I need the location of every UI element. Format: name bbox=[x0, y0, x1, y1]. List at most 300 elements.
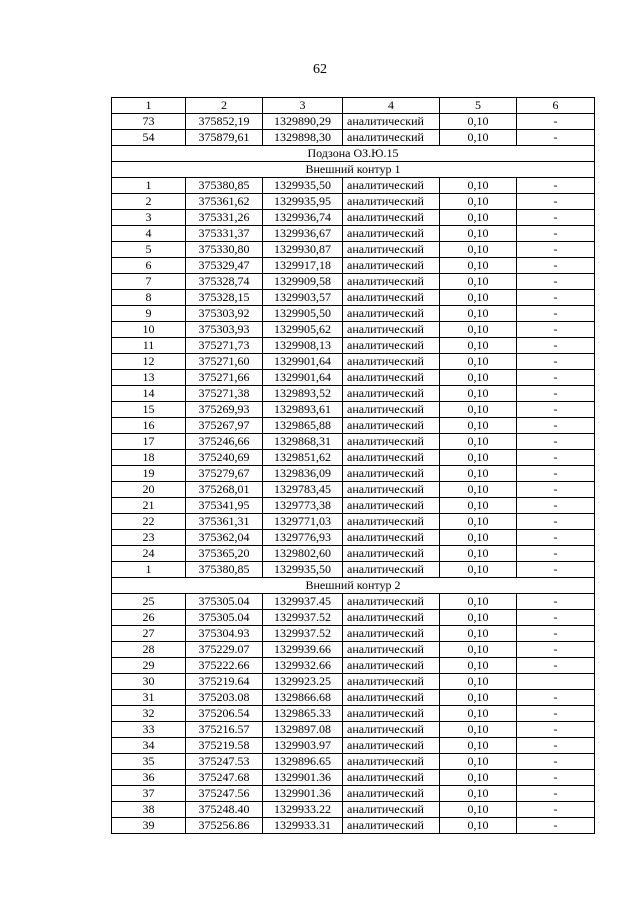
method-cell: аналитический bbox=[343, 418, 440, 434]
accuracy-cell: 0,10 bbox=[440, 402, 517, 418]
method-cell: аналитический bbox=[343, 210, 440, 226]
point-number-cell: 15 bbox=[112, 402, 186, 418]
method-cell: аналитический bbox=[343, 482, 440, 498]
note-cell: - bbox=[517, 178, 595, 194]
table-row bbox=[112, 306, 595, 322]
header-cell: 5 bbox=[440, 98, 517, 114]
y-coordinate-cell: 1329935,95 bbox=[263, 194, 343, 210]
table-row bbox=[112, 290, 595, 306]
table-row bbox=[112, 482, 595, 498]
accuracy-cell: 0,10 bbox=[440, 498, 517, 514]
accuracy-cell: 0,10 bbox=[440, 466, 517, 482]
x-coordinate-cell: 375240,69 bbox=[186, 450, 263, 466]
note-cell: - bbox=[517, 418, 595, 434]
table-row bbox=[112, 226, 595, 242]
method-cell: аналитический bbox=[343, 562, 440, 578]
method-cell: аналитический bbox=[343, 674, 440, 690]
note-cell: - bbox=[517, 770, 595, 786]
method-cell: аналитический bbox=[343, 242, 440, 258]
x-coordinate-cell: 375247.56 bbox=[186, 786, 263, 802]
y-coordinate-cell: 1329901.36 bbox=[263, 770, 343, 786]
table-row bbox=[112, 498, 595, 514]
table-row bbox=[112, 354, 595, 370]
table-row bbox=[112, 658, 595, 674]
y-coordinate-cell: 1329933.31 bbox=[263, 818, 343, 834]
point-number-cell: 29 bbox=[112, 658, 186, 674]
method-cell: аналитический bbox=[343, 450, 440, 466]
table-row bbox=[112, 530, 595, 546]
accuracy-cell: 0,10 bbox=[440, 642, 517, 658]
table-row bbox=[112, 674, 595, 690]
note-cell: - bbox=[517, 194, 595, 210]
table-row bbox=[112, 770, 595, 786]
point-number-cell: 18 bbox=[112, 450, 186, 466]
accuracy-cell: 0,10 bbox=[440, 786, 517, 802]
note-cell: - bbox=[517, 338, 595, 354]
point-number-cell: 14 bbox=[112, 386, 186, 402]
header-cell: 1 bbox=[112, 98, 186, 114]
y-coordinate-cell: 1329897.08 bbox=[263, 722, 343, 738]
x-coordinate-cell: 375361,62 bbox=[186, 194, 263, 210]
point-number-cell: 6 bbox=[112, 258, 186, 274]
y-coordinate-cell: 1329865.33 bbox=[263, 706, 343, 722]
accuracy-cell: 0,10 bbox=[440, 802, 517, 818]
table-row bbox=[112, 706, 595, 722]
method-cell: аналитический bbox=[343, 546, 440, 562]
accuracy-cell: 0,10 bbox=[440, 306, 517, 322]
section-row bbox=[112, 162, 595, 178]
x-coordinate-cell: 375246,66 bbox=[186, 434, 263, 450]
x-coordinate-cell: 375329,47 bbox=[186, 258, 263, 274]
header-cell: 4 bbox=[343, 98, 440, 114]
note-cell: - bbox=[517, 466, 595, 482]
x-coordinate-cell: 375879,61 bbox=[186, 130, 263, 146]
method-cell: аналитический bbox=[343, 642, 440, 658]
accuracy-cell: 0,10 bbox=[440, 530, 517, 546]
point-number-cell: 39 bbox=[112, 818, 186, 834]
y-coordinate-cell: 1329901,64 bbox=[263, 370, 343, 386]
point-number-cell: 23 bbox=[112, 530, 186, 546]
point-number-cell: 13 bbox=[112, 370, 186, 386]
method-cell: аналитический bbox=[343, 626, 440, 642]
table-row bbox=[112, 642, 595, 658]
accuracy-cell: 0,10 bbox=[440, 370, 517, 386]
y-coordinate-cell: 1329937.52 bbox=[263, 626, 343, 642]
point-number-cell: 26 bbox=[112, 610, 186, 626]
accuracy-cell: 0,10 bbox=[440, 386, 517, 402]
y-coordinate-cell: 1329905,50 bbox=[263, 306, 343, 322]
x-coordinate-cell: 375269,93 bbox=[186, 402, 263, 418]
method-cell: аналитический bbox=[343, 258, 440, 274]
section-title: Внешний контур 2 bbox=[112, 578, 595, 594]
table-header-row bbox=[112, 98, 595, 114]
x-coordinate-cell: 375222.66 bbox=[186, 658, 263, 674]
point-number-cell: 25 bbox=[112, 594, 186, 610]
y-coordinate-cell: 1329936,67 bbox=[263, 226, 343, 242]
method-cell: аналитический bbox=[343, 226, 440, 242]
method-cell: аналитический bbox=[343, 754, 440, 770]
accuracy-cell: 0,10 bbox=[440, 178, 517, 194]
method-cell: аналитический bbox=[343, 402, 440, 418]
note-cell: - bbox=[517, 290, 595, 306]
x-coordinate-cell: 375365,20 bbox=[186, 546, 263, 562]
method-cell: аналитический bbox=[343, 594, 440, 610]
note-cell: - bbox=[517, 642, 595, 658]
y-coordinate-cell: 1329933.22 bbox=[263, 802, 343, 818]
y-coordinate-cell: 1329802,60 bbox=[263, 546, 343, 562]
accuracy-cell: 0,10 bbox=[440, 194, 517, 210]
accuracy-cell: 0,10 bbox=[440, 770, 517, 786]
method-cell: аналитический bbox=[343, 514, 440, 530]
accuracy-cell: 0,10 bbox=[440, 722, 517, 738]
accuracy-cell: 0,10 bbox=[440, 594, 517, 610]
table-row bbox=[112, 818, 595, 834]
note-cell: - bbox=[517, 402, 595, 418]
x-coordinate-cell: 375303,93 bbox=[186, 322, 263, 338]
point-number-cell: 11 bbox=[112, 338, 186, 354]
accuracy-cell: 0,10 bbox=[440, 674, 517, 690]
x-coordinate-cell: 375271,66 bbox=[186, 370, 263, 386]
table-row bbox=[112, 274, 595, 290]
accuracy-cell: 0,10 bbox=[440, 610, 517, 626]
note-cell: - bbox=[517, 722, 595, 738]
x-coordinate-cell: 375248.40 bbox=[186, 802, 263, 818]
y-coordinate-cell: 1329909,58 bbox=[263, 274, 343, 290]
note-cell: - bbox=[517, 530, 595, 546]
table-row bbox=[112, 546, 595, 562]
y-coordinate-cell: 1329836,09 bbox=[263, 466, 343, 482]
x-coordinate-cell: 375362,04 bbox=[186, 530, 263, 546]
y-coordinate-cell: 1329890,29 bbox=[263, 114, 343, 130]
table-row bbox=[112, 450, 595, 466]
note-cell: - bbox=[517, 210, 595, 226]
note-cell bbox=[517, 674, 595, 690]
accuracy-cell: 0,10 bbox=[440, 450, 517, 466]
note-cell: - bbox=[517, 354, 595, 370]
section-row bbox=[112, 578, 595, 594]
table-row bbox=[112, 690, 595, 706]
method-cell: аналитический bbox=[343, 194, 440, 210]
accuracy-cell: 0,10 bbox=[440, 562, 517, 578]
accuracy-cell: 0,10 bbox=[440, 706, 517, 722]
point-number-cell: 31 bbox=[112, 690, 186, 706]
note-cell: - bbox=[517, 322, 595, 338]
point-number-cell: 1 bbox=[112, 178, 186, 194]
y-coordinate-cell: 1329901.36 bbox=[263, 786, 343, 802]
y-coordinate-cell: 1329903.97 bbox=[263, 738, 343, 754]
table-row bbox=[112, 114, 595, 130]
accuracy-cell: 0,10 bbox=[440, 354, 517, 370]
table-row bbox=[112, 178, 595, 194]
note-cell: - bbox=[517, 386, 595, 402]
method-cell: аналитический bbox=[343, 338, 440, 354]
point-number-cell: 17 bbox=[112, 434, 186, 450]
note-cell: - bbox=[517, 514, 595, 530]
method-cell: аналитический bbox=[343, 802, 440, 818]
accuracy-cell: 0,10 bbox=[440, 482, 517, 498]
method-cell: аналитический bbox=[343, 722, 440, 738]
y-coordinate-cell: 1329935,50 bbox=[263, 178, 343, 194]
point-number-cell: 7 bbox=[112, 274, 186, 290]
x-coordinate-cell: 375219.58 bbox=[186, 738, 263, 754]
method-cell: аналитический bbox=[343, 178, 440, 194]
header-cell: 6 bbox=[517, 98, 595, 114]
x-coordinate-cell: 375216.57 bbox=[186, 722, 263, 738]
table-row bbox=[112, 338, 595, 354]
method-cell: аналитический bbox=[343, 770, 440, 786]
accuracy-cell: 0,10 bbox=[440, 418, 517, 434]
x-coordinate-cell: 375380,85 bbox=[186, 562, 263, 578]
table-row bbox=[112, 562, 595, 578]
method-cell: аналитический bbox=[343, 466, 440, 482]
coordinates-table bbox=[111, 97, 595, 834]
note-cell: - bbox=[517, 754, 595, 770]
y-coordinate-cell: 1329937.45 bbox=[263, 594, 343, 610]
x-coordinate-cell: 375247.53 bbox=[186, 754, 263, 770]
note-cell: - bbox=[517, 546, 595, 562]
x-coordinate-cell: 375271,60 bbox=[186, 354, 263, 370]
accuracy-cell: 0,10 bbox=[440, 242, 517, 258]
method-cell: аналитический bbox=[343, 610, 440, 626]
x-coordinate-cell: 375331,26 bbox=[186, 210, 263, 226]
x-coordinate-cell: 375361,31 bbox=[186, 514, 263, 530]
note-cell: - bbox=[517, 482, 595, 498]
header-cell: 3 bbox=[263, 98, 343, 114]
method-cell: аналитический bbox=[343, 786, 440, 802]
x-coordinate-cell: 375206.54 bbox=[186, 706, 263, 722]
note-cell: - bbox=[517, 450, 595, 466]
method-cell: аналитический bbox=[343, 306, 440, 322]
method-cell: аналитический bbox=[343, 738, 440, 754]
x-coordinate-cell: 375219.64 bbox=[186, 674, 263, 690]
table-row bbox=[112, 754, 595, 770]
note-cell: - bbox=[517, 130, 595, 146]
x-coordinate-cell: 375268,01 bbox=[186, 482, 263, 498]
table-row bbox=[112, 418, 595, 434]
accuracy-cell: 0,10 bbox=[440, 626, 517, 642]
point-number-cell: 16 bbox=[112, 418, 186, 434]
point-number-cell: 19 bbox=[112, 466, 186, 482]
y-coordinate-cell: 1329893,52 bbox=[263, 386, 343, 402]
note-cell: - bbox=[517, 706, 595, 722]
accuracy-cell: 0,10 bbox=[440, 274, 517, 290]
y-coordinate-cell: 1329923.25 bbox=[263, 674, 343, 690]
note-cell: - bbox=[517, 594, 595, 610]
point-number-cell: 32 bbox=[112, 706, 186, 722]
point-number-cell: 33 bbox=[112, 722, 186, 738]
note-cell: - bbox=[517, 818, 595, 834]
point-number-cell: 4 bbox=[112, 226, 186, 242]
table-row bbox=[112, 466, 595, 482]
section-row bbox=[112, 146, 595, 162]
method-cell: аналитический bbox=[343, 690, 440, 706]
note-cell: - bbox=[517, 562, 595, 578]
note-cell: - bbox=[517, 434, 595, 450]
y-coordinate-cell: 1329905,62 bbox=[263, 322, 343, 338]
accuracy-cell: 0,10 bbox=[440, 754, 517, 770]
accuracy-cell: 0,10 bbox=[440, 818, 517, 834]
y-coordinate-cell: 1329851,62 bbox=[263, 450, 343, 466]
table-row bbox=[112, 258, 595, 274]
point-number-cell: 38 bbox=[112, 802, 186, 818]
point-number-cell: 30 bbox=[112, 674, 186, 690]
point-number-cell: 2 bbox=[112, 194, 186, 210]
coordinates-table-body bbox=[112, 98, 595, 834]
accuracy-cell: 0,10 bbox=[440, 210, 517, 226]
table-row bbox=[112, 786, 595, 802]
table-row bbox=[112, 194, 595, 210]
accuracy-cell: 0,10 bbox=[440, 690, 517, 706]
point-number-cell: 54 bbox=[112, 130, 186, 146]
x-coordinate-cell: 375852,19 bbox=[186, 114, 263, 130]
method-cell: аналитический bbox=[343, 530, 440, 546]
point-number-cell: 20 bbox=[112, 482, 186, 498]
method-cell: аналитический bbox=[343, 290, 440, 306]
note-cell: - bbox=[517, 658, 595, 674]
accuracy-cell: 0,10 bbox=[440, 322, 517, 338]
y-coordinate-cell: 1329896.65 bbox=[263, 754, 343, 770]
point-number-cell: 9 bbox=[112, 306, 186, 322]
accuracy-cell: 0,10 bbox=[440, 658, 517, 674]
accuracy-cell: 0,10 bbox=[440, 546, 517, 562]
note-cell: - bbox=[517, 306, 595, 322]
table-row bbox=[112, 322, 595, 338]
x-coordinate-cell: 375256.86 bbox=[186, 818, 263, 834]
table-row bbox=[112, 210, 595, 226]
point-number-cell: 5 bbox=[112, 242, 186, 258]
x-coordinate-cell: 375271,38 bbox=[186, 386, 263, 402]
point-number-cell: 21 bbox=[112, 498, 186, 514]
header-cell: 2 bbox=[186, 98, 263, 114]
accuracy-cell: 0,10 bbox=[440, 226, 517, 242]
y-coordinate-cell: 1329898,30 bbox=[263, 130, 343, 146]
table-row bbox=[112, 626, 595, 642]
table-row bbox=[112, 514, 595, 530]
y-coordinate-cell: 1329939.66 bbox=[263, 642, 343, 658]
table-row bbox=[112, 802, 595, 818]
note-cell: - bbox=[517, 258, 595, 274]
point-number-cell: 37 bbox=[112, 786, 186, 802]
method-cell: аналитический bbox=[343, 818, 440, 834]
y-coordinate-cell: 1329935,50 bbox=[263, 562, 343, 578]
x-coordinate-cell: 375279,67 bbox=[186, 466, 263, 482]
note-cell: - bbox=[517, 274, 595, 290]
x-coordinate-cell: 375330,80 bbox=[186, 242, 263, 258]
y-coordinate-cell: 1329930,87 bbox=[263, 242, 343, 258]
note-cell: - bbox=[517, 226, 595, 242]
y-coordinate-cell: 1329936,74 bbox=[263, 210, 343, 226]
note-cell: - bbox=[517, 626, 595, 642]
accuracy-cell: 0,10 bbox=[440, 338, 517, 354]
method-cell: аналитический bbox=[343, 386, 440, 402]
table-row bbox=[112, 738, 595, 754]
method-cell: аналитический bbox=[343, 130, 440, 146]
y-coordinate-cell: 1329937.52 bbox=[263, 610, 343, 626]
x-coordinate-cell: 375247.68 bbox=[186, 770, 263, 786]
x-coordinate-cell: 375341,95 bbox=[186, 498, 263, 514]
table-row bbox=[112, 370, 595, 386]
y-coordinate-cell: 1329908,13 bbox=[263, 338, 343, 354]
x-coordinate-cell: 375267,97 bbox=[186, 418, 263, 434]
note-cell: - bbox=[517, 498, 595, 514]
table-row bbox=[112, 242, 595, 258]
point-number-cell: 36 bbox=[112, 770, 186, 786]
note-cell: - bbox=[517, 114, 595, 130]
accuracy-cell: 0,10 bbox=[440, 114, 517, 130]
x-coordinate-cell: 375271,73 bbox=[186, 338, 263, 354]
y-coordinate-cell: 1329771,03 bbox=[263, 514, 343, 530]
point-number-cell: 12 bbox=[112, 354, 186, 370]
note-cell: - bbox=[517, 610, 595, 626]
accuracy-cell: 0,10 bbox=[440, 738, 517, 754]
x-coordinate-cell: 375303,92 bbox=[186, 306, 263, 322]
method-cell: аналитический bbox=[343, 658, 440, 674]
y-coordinate-cell: 1329866.68 bbox=[263, 690, 343, 706]
method-cell: аналитический bbox=[343, 354, 440, 370]
point-number-cell: 73 bbox=[112, 114, 186, 130]
method-cell: аналитический bbox=[343, 114, 440, 130]
point-number-cell: 1 bbox=[112, 562, 186, 578]
y-coordinate-cell: 1329901,64 bbox=[263, 354, 343, 370]
section-title: Внешний контур 1 bbox=[112, 162, 595, 178]
point-number-cell: 34 bbox=[112, 738, 186, 754]
table-row bbox=[112, 722, 595, 738]
y-coordinate-cell: 1329783,45 bbox=[263, 482, 343, 498]
point-number-cell: 22 bbox=[112, 514, 186, 530]
accuracy-cell: 0,10 bbox=[440, 434, 517, 450]
note-cell: - bbox=[517, 242, 595, 258]
y-coordinate-cell: 1329773,38 bbox=[263, 498, 343, 514]
accuracy-cell: 0,10 bbox=[440, 514, 517, 530]
x-coordinate-cell: 375304.93 bbox=[186, 626, 263, 642]
x-coordinate-cell: 375331,37 bbox=[186, 226, 263, 242]
x-coordinate-cell: 375328,74 bbox=[186, 274, 263, 290]
note-cell: - bbox=[517, 690, 595, 706]
method-cell: аналитический bbox=[343, 370, 440, 386]
table-row bbox=[112, 594, 595, 610]
page-number: 62 bbox=[313, 62, 327, 77]
point-number-cell: 27 bbox=[112, 626, 186, 642]
point-number-cell: 28 bbox=[112, 642, 186, 658]
accuracy-cell: 0,10 bbox=[440, 130, 517, 146]
method-cell: аналитический bbox=[343, 434, 440, 450]
point-number-cell: 24 bbox=[112, 546, 186, 562]
x-coordinate-cell: 375380,85 bbox=[186, 178, 263, 194]
y-coordinate-cell: 1329932.66 bbox=[263, 658, 343, 674]
y-coordinate-cell: 1329917,18 bbox=[263, 258, 343, 274]
method-cell: аналитический bbox=[343, 322, 440, 338]
point-number-cell: 35 bbox=[112, 754, 186, 770]
method-cell: аналитический bbox=[343, 274, 440, 290]
table-row bbox=[112, 434, 595, 450]
y-coordinate-cell: 1329865,88 bbox=[263, 418, 343, 434]
y-coordinate-cell: 1329868,31 bbox=[263, 434, 343, 450]
y-coordinate-cell: 1329903,57 bbox=[263, 290, 343, 306]
note-cell: - bbox=[517, 370, 595, 386]
point-number-cell: 3 bbox=[112, 210, 186, 226]
x-coordinate-cell: 375305.04 bbox=[186, 594, 263, 610]
table-row bbox=[112, 610, 595, 626]
note-cell: - bbox=[517, 738, 595, 754]
accuracy-cell: 0,10 bbox=[440, 290, 517, 306]
note-cell: - bbox=[517, 802, 595, 818]
y-coordinate-cell: 1329893,61 bbox=[263, 402, 343, 418]
y-coordinate-cell: 1329776,93 bbox=[263, 530, 343, 546]
method-cell: аналитический bbox=[343, 706, 440, 722]
note-cell: - bbox=[517, 786, 595, 802]
table-row bbox=[112, 402, 595, 418]
table-row bbox=[112, 130, 595, 146]
